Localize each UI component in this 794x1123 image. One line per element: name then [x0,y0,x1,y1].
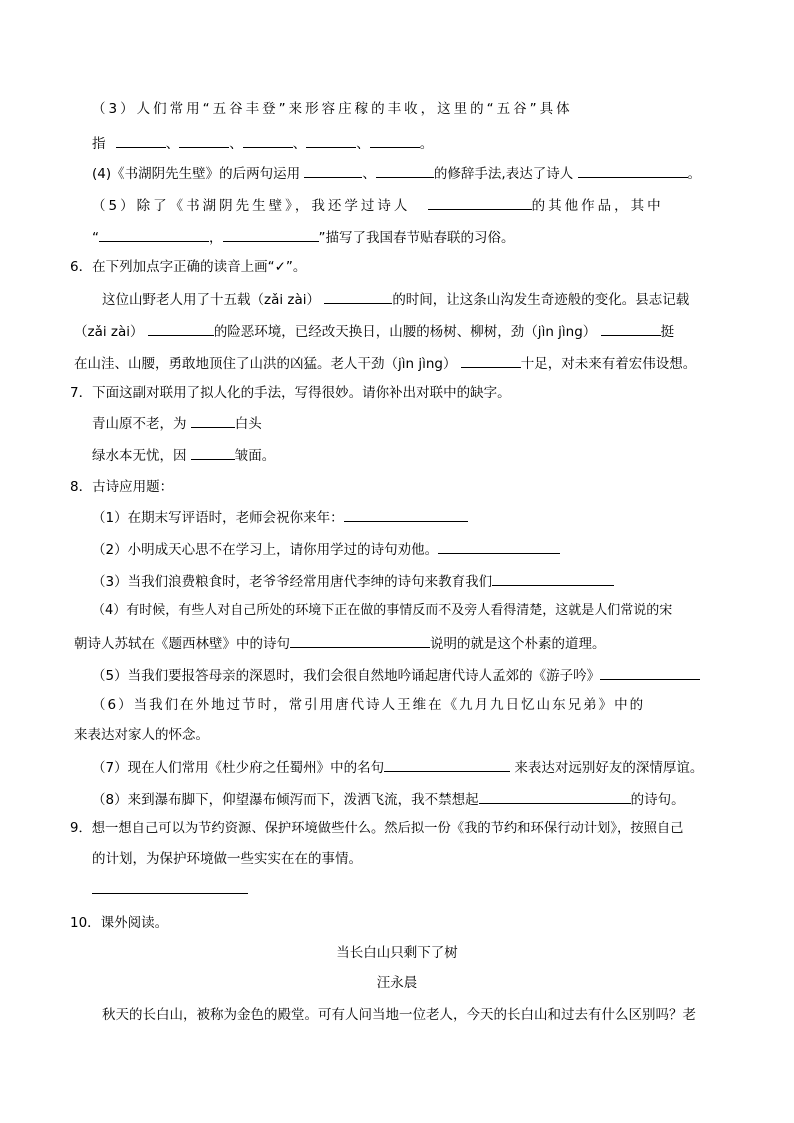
q5-sub3-line1: （3）人们常用“五谷丰登”来形容庄稼的丰收，这里的“五谷”具体 [92,101,573,117]
q8-text: 朝诗人苏轼在《题西林壁》中的诗句 [74,636,290,652]
separator: 、 [165,136,180,152]
q6-text: 的险恶环境，已经改天换日，山腰的杨树、柳树，劲（jìn jìng） [213,324,597,340]
answer-blank[interactable] [600,666,700,680]
article-title: 当长白山只剩下了树 [336,945,458,961]
answer-blank[interactable] [290,634,430,648]
answer-blank[interactable] [223,228,319,242]
q5-sub5-text: 的其他作品，其中 [531,198,664,214]
q5-sub4-text: 的修辞手法,表达了诗人 [433,166,574,182]
q8-sub6-line2: 来表达对家人的怀念。 [74,727,209,743]
q8-sub6-line1: （6）当我们在外地过节时，常引用唐代诗人王维在《九月九日忆山东兄弟》中的 [92,697,646,713]
answer-blank[interactable] [428,196,532,210]
q7-text: 青山原不老，为 [92,416,187,432]
q8-sub8 [92,790,685,809]
q8-sub2 [92,540,560,559]
q6-line2 [74,322,674,341]
answer-blank[interactable] [601,322,661,336]
q8-text: 说明的就是这个朴素的道理。 [430,636,606,652]
q7-text: 白头 [234,416,262,432]
q8-text: （3）当我们浪费粮食时，老爷爷经常用唐代李绅的诗句来教育我们 [92,574,493,590]
q5-sub4-line [92,164,701,183]
answer-blank[interactable] [370,134,420,148]
answer-blank[interactable] [179,134,229,148]
answer-blank[interactable] [243,134,293,148]
separator: 、 [292,136,307,152]
answer-blank[interactable] [578,164,688,178]
answer-blank[interactable] [492,572,614,586]
q6-text: （zǎi zài） [74,324,144,340]
q5-sub5-text: ”描写了我国春节贴春联的习俗。 [318,230,515,246]
answer-blank[interactable] [461,354,521,368]
q8-text: （7）现在人们常用《杜少府之任蜀州》中的名句 [92,760,385,776]
q5-sub5-line2 [92,228,515,247]
separator: 、 [362,166,376,182]
answer-blank[interactable] [304,164,362,178]
separator: 、 [229,136,243,152]
q5-sub5-line1 [92,196,664,215]
q8-text: （8）来到瀑布脚下，仰望瀑布倾泻而下，泼洒飞流，我不禁想起 [92,792,479,808]
q7-text: 皱面。 [234,448,276,464]
answer-blank[interactable] [438,540,560,554]
q8-text: 来表达对远别好友的深情厚谊。 [514,760,704,776]
q5-sub5-text: （5）除了《书湖阴先生壁》，我还学过诗人 [92,198,411,214]
q6-title: 6．在下列加点字正确的读音上画“✓”。 [70,259,307,275]
q9-line1: 9．想一想自己可以为节约资源、保护环境做些什么。然后拟一份《我的节约和环保行动计划》，按照自己 [70,821,684,836]
answer-blank[interactable] [376,164,434,178]
q8-sub3 [92,572,614,591]
q8-sub4-line2 [74,634,606,653]
q7-line2 [92,446,275,465]
q6-line1 [102,290,689,309]
separator: 、 [356,136,370,152]
q6-text: 这位山野老人用了十五载（zǎi zài） [102,292,321,308]
q5-sub3-line2 [92,134,433,153]
open-quote: “ [92,230,99,246]
q8-text: （1）在期末写评语时，老师会祝你来年： [92,510,344,526]
q8-text: （5）当我们要报答母亲的深恩时，我们会很自然地吟诵起唐代诗人孟郊的《游子吟》 [92,668,601,684]
answer-blank[interactable] [384,758,510,772]
answer-blank[interactable] [116,134,166,148]
answer-blank[interactable] [92,880,248,894]
article-paragraph-1: 秋天的长白山，被称为金色的殿堂。可有人问当地一位老人，今天的长白山和过去有什么区别吗？老 [102,1007,696,1023]
q8-text: （2）小明成天心思不在学习上，请你用学过的诗句劝他。 [92,542,439,558]
period: 。 [419,136,434,152]
q8-sub4-line1: （4）有时候，有些人对自己所处的环境下正在做的事情反而不及旁人看得清楚，这就是人们常说的宋 [92,603,673,618]
q8-text: 的诗句。 [630,792,685,808]
answer-blank[interactable] [191,414,235,428]
q10-title: 10．课外阅读。 [70,915,169,931]
q6-text: 在山洼、山腰，勇敢地顶住了山洪的凶猛。老人干劲（jìn jìng） [74,356,457,372]
answer-blank[interactable] [324,290,392,304]
q7-text: 绿水本无忧，因 [92,448,187,464]
answer-blank[interactable] [306,134,356,148]
answer-blank[interactable] [344,508,468,522]
q8-sub1 [92,508,468,527]
article-author: 汪永晨 [376,975,418,991]
q6-text: 挺 [660,324,675,340]
comma: ， [209,230,223,246]
q6-text: 十足，对未来有着宏伟设想。 [520,356,697,372]
answer-blank[interactable] [191,446,235,460]
q5-sub4-text: (4)《书湖阴先生壁》的后两句运用 [92,166,301,182]
q8-title: 8．古诗应用题： [70,479,174,495]
q7-title: 7．下面这副对联用了拟人化的手法，写得很妙。请你补出对联中的缺字。 [70,385,511,401]
period: 。 [687,166,702,182]
q9-answer-line [92,880,248,899]
q8-sub7 [92,758,703,777]
q6-text: 的时间，让这条山沟发生奇迹般的变化。县志记载 [392,292,690,308]
q5-sub3-label: 指 [92,136,106,152]
answer-blank[interactable] [479,790,631,804]
q7-line1 [92,414,262,433]
answer-blank[interactable] [148,322,214,336]
q8-sub5 [92,666,700,685]
q9-line2: 的计划，为保护环境做一些实实在在的事情。 [92,851,362,867]
q6-line3 [74,354,696,373]
answer-blank[interactable] [99,228,209,242]
